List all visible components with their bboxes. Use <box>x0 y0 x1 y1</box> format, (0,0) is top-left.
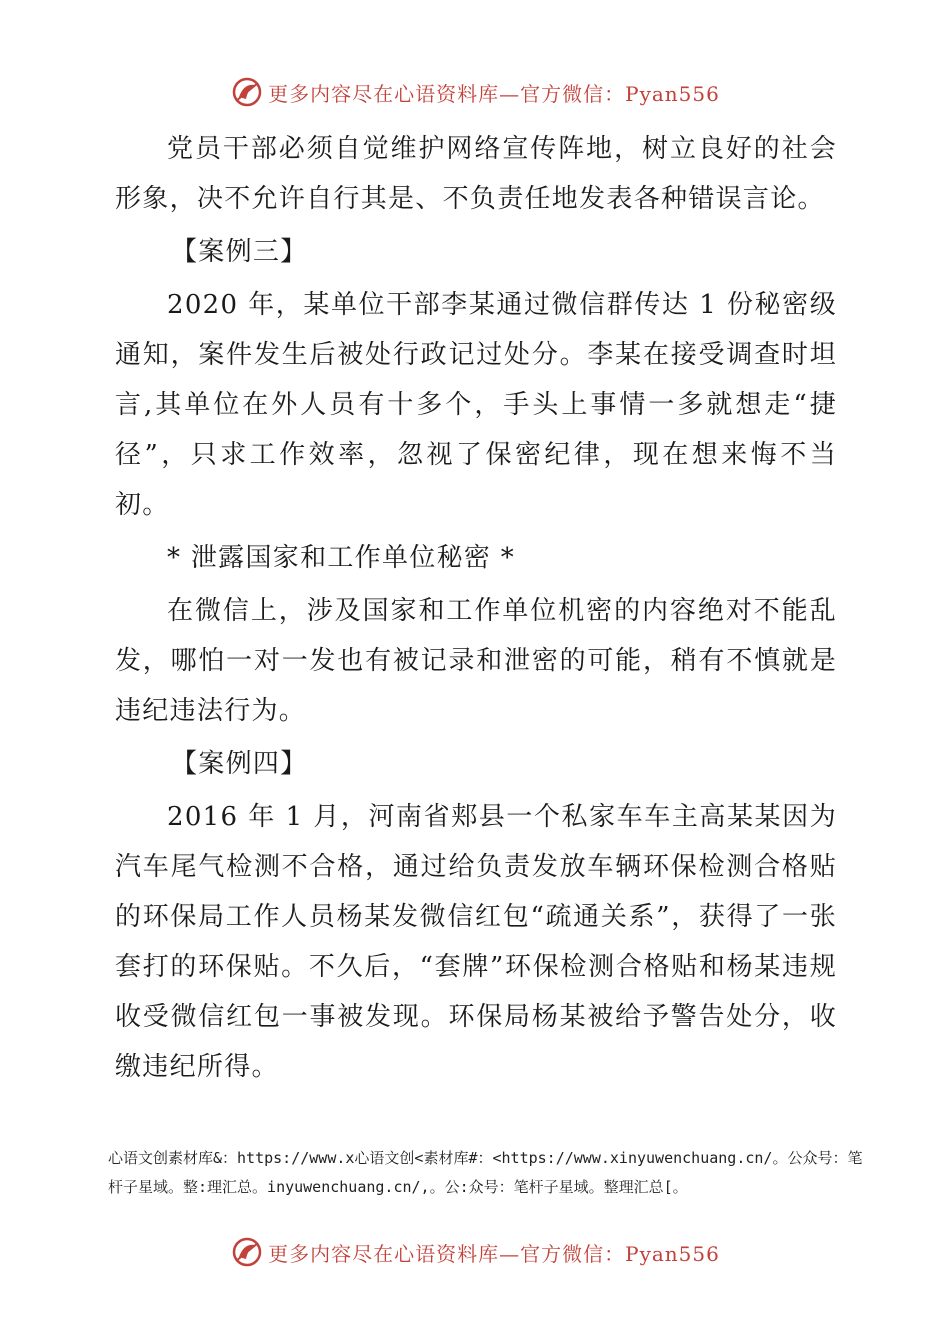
body-paragraph: * 泄露国家和工作单位秘密 * <box>167 543 516 573</box>
document-body <box>115 124 837 1095</box>
section-heading: 【案例四】 <box>171 749 308 779</box>
body-paragraph: 2016 年 1 月，河南省郏县一个私家车车主高某某因为汽车尾气检测不合格，通过给负责发放车辆环保检测合格贴的环保局工作人员杨某发微信红包“疏通关系”，获得了一张套打的环保贴。不久后，“套牌”环保检测合格贴和杨某违规收受微信红包一事被发现。环保局杨某被给予警告处分，收缴违纪所得。 <box>115 802 837 1082</box>
source-footnote: 心语文创素材库&：https://www.x心语文创<素材库#：<https://www.xinyuwenchuang.cn/。公众号：笔杆子星域。整:理汇总。inyuwenchuang.cn/,。公:众号：笔杆子星域。整理汇总[。 <box>108 1149 863 1196</box>
section-heading: 【案例三】 <box>171 237 308 267</box>
body-paragraph: 党员干部必须自觉维护网络宣传阵地，树立良好的社会形象，决不允许自行其是、不负责任地发表各种错误言论。 <box>115 134 837 214</box>
body-paragraph: 在微信上，涉及国家和工作单位机密的内容绝对不能乱发，哪怕一对一发也有被记录和泄密的可能，稍有不慎就是违纪违法行为。 <box>115 596 837 726</box>
brand-logo-icon <box>230 1235 264 1269</box>
header-watermark-banner <box>0 72 950 112</box>
footer-watermark-banner <box>0 1232 950 1272</box>
banner-text: 更多内容尽在心语资料库—官方微信：Pyan556 <box>268 81 720 106</box>
body-paragraph: 2020 年，某单位干部李某通过微信群传达 1 份秘密级通知，案件发生后被处行政记过处分。李某在接受调查时坦言,其单位在外人员有十多个，手头上事情一多就想走“捷径”，只求工作效率，忽视了保密纪律，现在想来悔不当初。 <box>115 290 837 520</box>
banner-text: 更多内容尽在心语资料库—官方微信：Pyan556 <box>268 1241 720 1266</box>
brand-logo-icon <box>230 75 264 109</box>
